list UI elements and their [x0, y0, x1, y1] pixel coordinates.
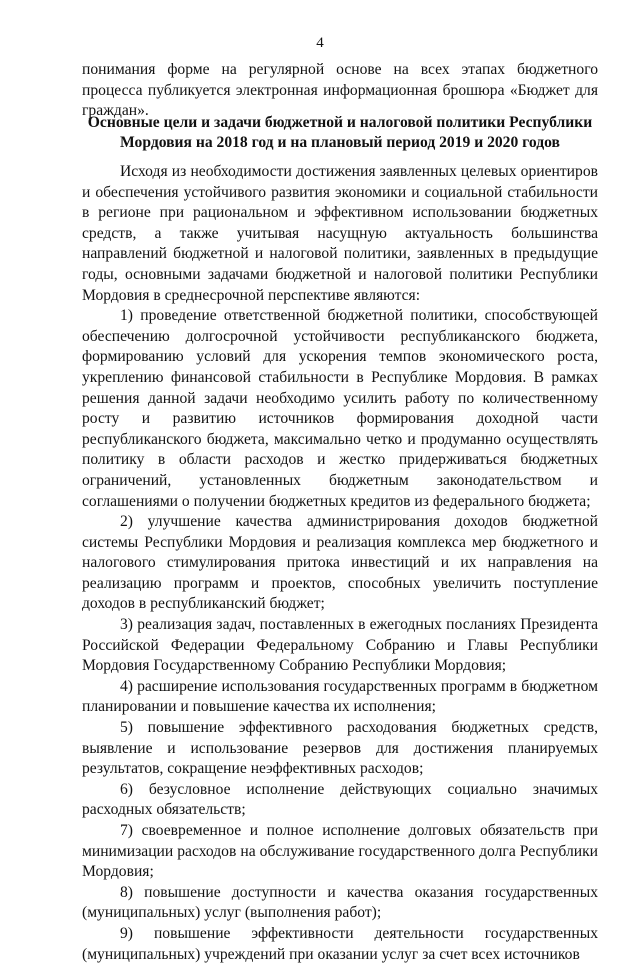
paragraph-item-4: 4) расширение использования государственных программ в бюджетном планировании и повышение качества их исполнения; [82, 677, 598, 716]
paragraph-item-1: 1) проведение ответственной бюджетной политики, способствующей обеспечению долгосрочной устойчивости республиканского бюджета, формированию условий для ускорения темпов экономического роста, укреплению финансовой стабильности в Республике Мордовия. В рамках решения данной задачи необходимо усилить работу по количественному росту и развитию источников формирования доходной части республиканского бюджета, максимально четко и продуманно осуществлять политику в области расходов и жестко придерживаться бюджетных ограничений, установленных бюджетным законодательством и соглашениями о получении бюджетных кредитов из федерального бюджета; [82, 307, 598, 510]
paragraph-item-6: 6) безусловное исполнение действующих социально значимых расходных обязательств; [82, 780, 598, 819]
section-heading: Основные цели и задачи бюджетной и налоговой политики Республики Мордовия на 2018 год и на плановый период 2019 и 2020 годов [87, 114, 593, 151]
intro-paragraph: понимания форме на регулярной основе на всех этапах бюджетного процесса публикуется электронная информационная брошюра «Бюджет для граждан». [82, 61, 598, 120]
page-number: 4 [316, 35, 324, 51]
paragraph-item-9: 9) повышение эффективности деятельности государственных (муниципальных) учреждений при оказании услуг за счет всех источников [82, 924, 598, 963]
paragraph-item-3: 3) реализация задач, поставленных в ежегодных посланиях Президента Российской Федерации Федеральному Собранию и Главы Республики Мордовия Государственному Собранию Республики Мордовия; [82, 616, 598, 675]
paragraph-item-7: 7) своевременное и полное исполнение долговых обязательств при минимизации расходов на обслуживание государственного долга Республики Мордовия; [82, 822, 598, 881]
paragraph-item-8: 8) повышение доступности и качества оказания государственных (муниципальных) услуг (выполнения работ); [82, 883, 598, 922]
paragraph-item-5: 5) повышение эффективного расходования бюджетных средств, выявление и использование резервов для достижения планируемых результатов, сокращение неэффективных расходов; [82, 719, 598, 778]
paragraph-item-2: 2) улучшение качества администрирования доходов бюджетной системы Республики Мордовия и реализация комплекса мер бюджетного и налогового стимулирования притока инвестиций и их направления на реализацию программ и проектов, способных увеличить поступление доходов в республиканский бюджет; [82, 513, 598, 613]
main-text-block [82, 162, 598, 965]
paragraph-intro: Исходя из необходимости достижения заявленных целевых ориентиров и обеспечения устойчивого развития экономики и социальной стабильности в регионе при рациональном и эффективном использовании бюджетных средств, а также учитывая насущную актуальность большинства направлений бюджетной и налоговой политики, заявленных в предыдущие годы, основными задачами бюджетной и налоговой политики Республики Мордовия в среднесрочной перспективе являются: [82, 163, 598, 304]
